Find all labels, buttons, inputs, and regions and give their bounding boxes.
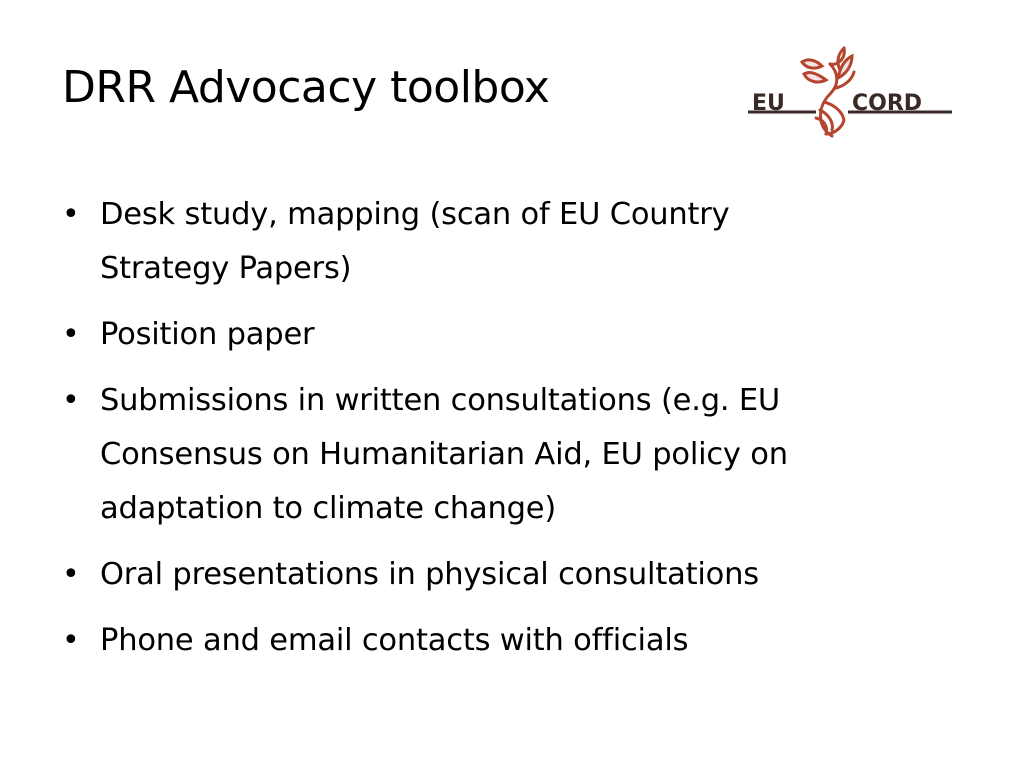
list-item xyxy=(62,614,962,668)
bullet-text-line: Position paper xyxy=(100,317,315,352)
bullet-text-line: Oral presentations in physical consultations xyxy=(100,557,759,592)
bullet-text-line: Submissions in written consultations (e.g. EU xyxy=(100,383,781,418)
list-item xyxy=(62,188,962,296)
bullet-icon: • xyxy=(62,383,80,418)
list-item xyxy=(62,548,962,602)
bullet-text-line: Strategy Papers) xyxy=(100,251,352,286)
wheat-icon xyxy=(802,48,854,136)
bullet-text-line: Desk study, mapping (scan of EU Country xyxy=(100,197,730,232)
eu-cord-logo-graphic xyxy=(746,44,956,140)
bullet-icon: • xyxy=(62,623,80,658)
logo-text-cord: CORD xyxy=(852,91,923,116)
bullet-text-line: adaptation to climate change) xyxy=(100,491,557,526)
list-item xyxy=(62,308,962,362)
eu-cord-logo xyxy=(746,44,956,140)
list-item xyxy=(62,374,962,536)
bullet-icon: • xyxy=(62,557,80,592)
slide-title: DRR Advocacy toolbox xyxy=(62,62,550,113)
logo-text-eu: EU xyxy=(752,91,785,116)
bullet-list xyxy=(62,188,962,680)
bullet-text-line: Phone and email contacts with officials xyxy=(100,623,689,658)
bullet-text-line: Consensus on Humanitarian Aid, EU policy on xyxy=(100,437,788,472)
bullet-icon: • xyxy=(62,317,80,352)
bullet-icon: • xyxy=(62,197,80,232)
